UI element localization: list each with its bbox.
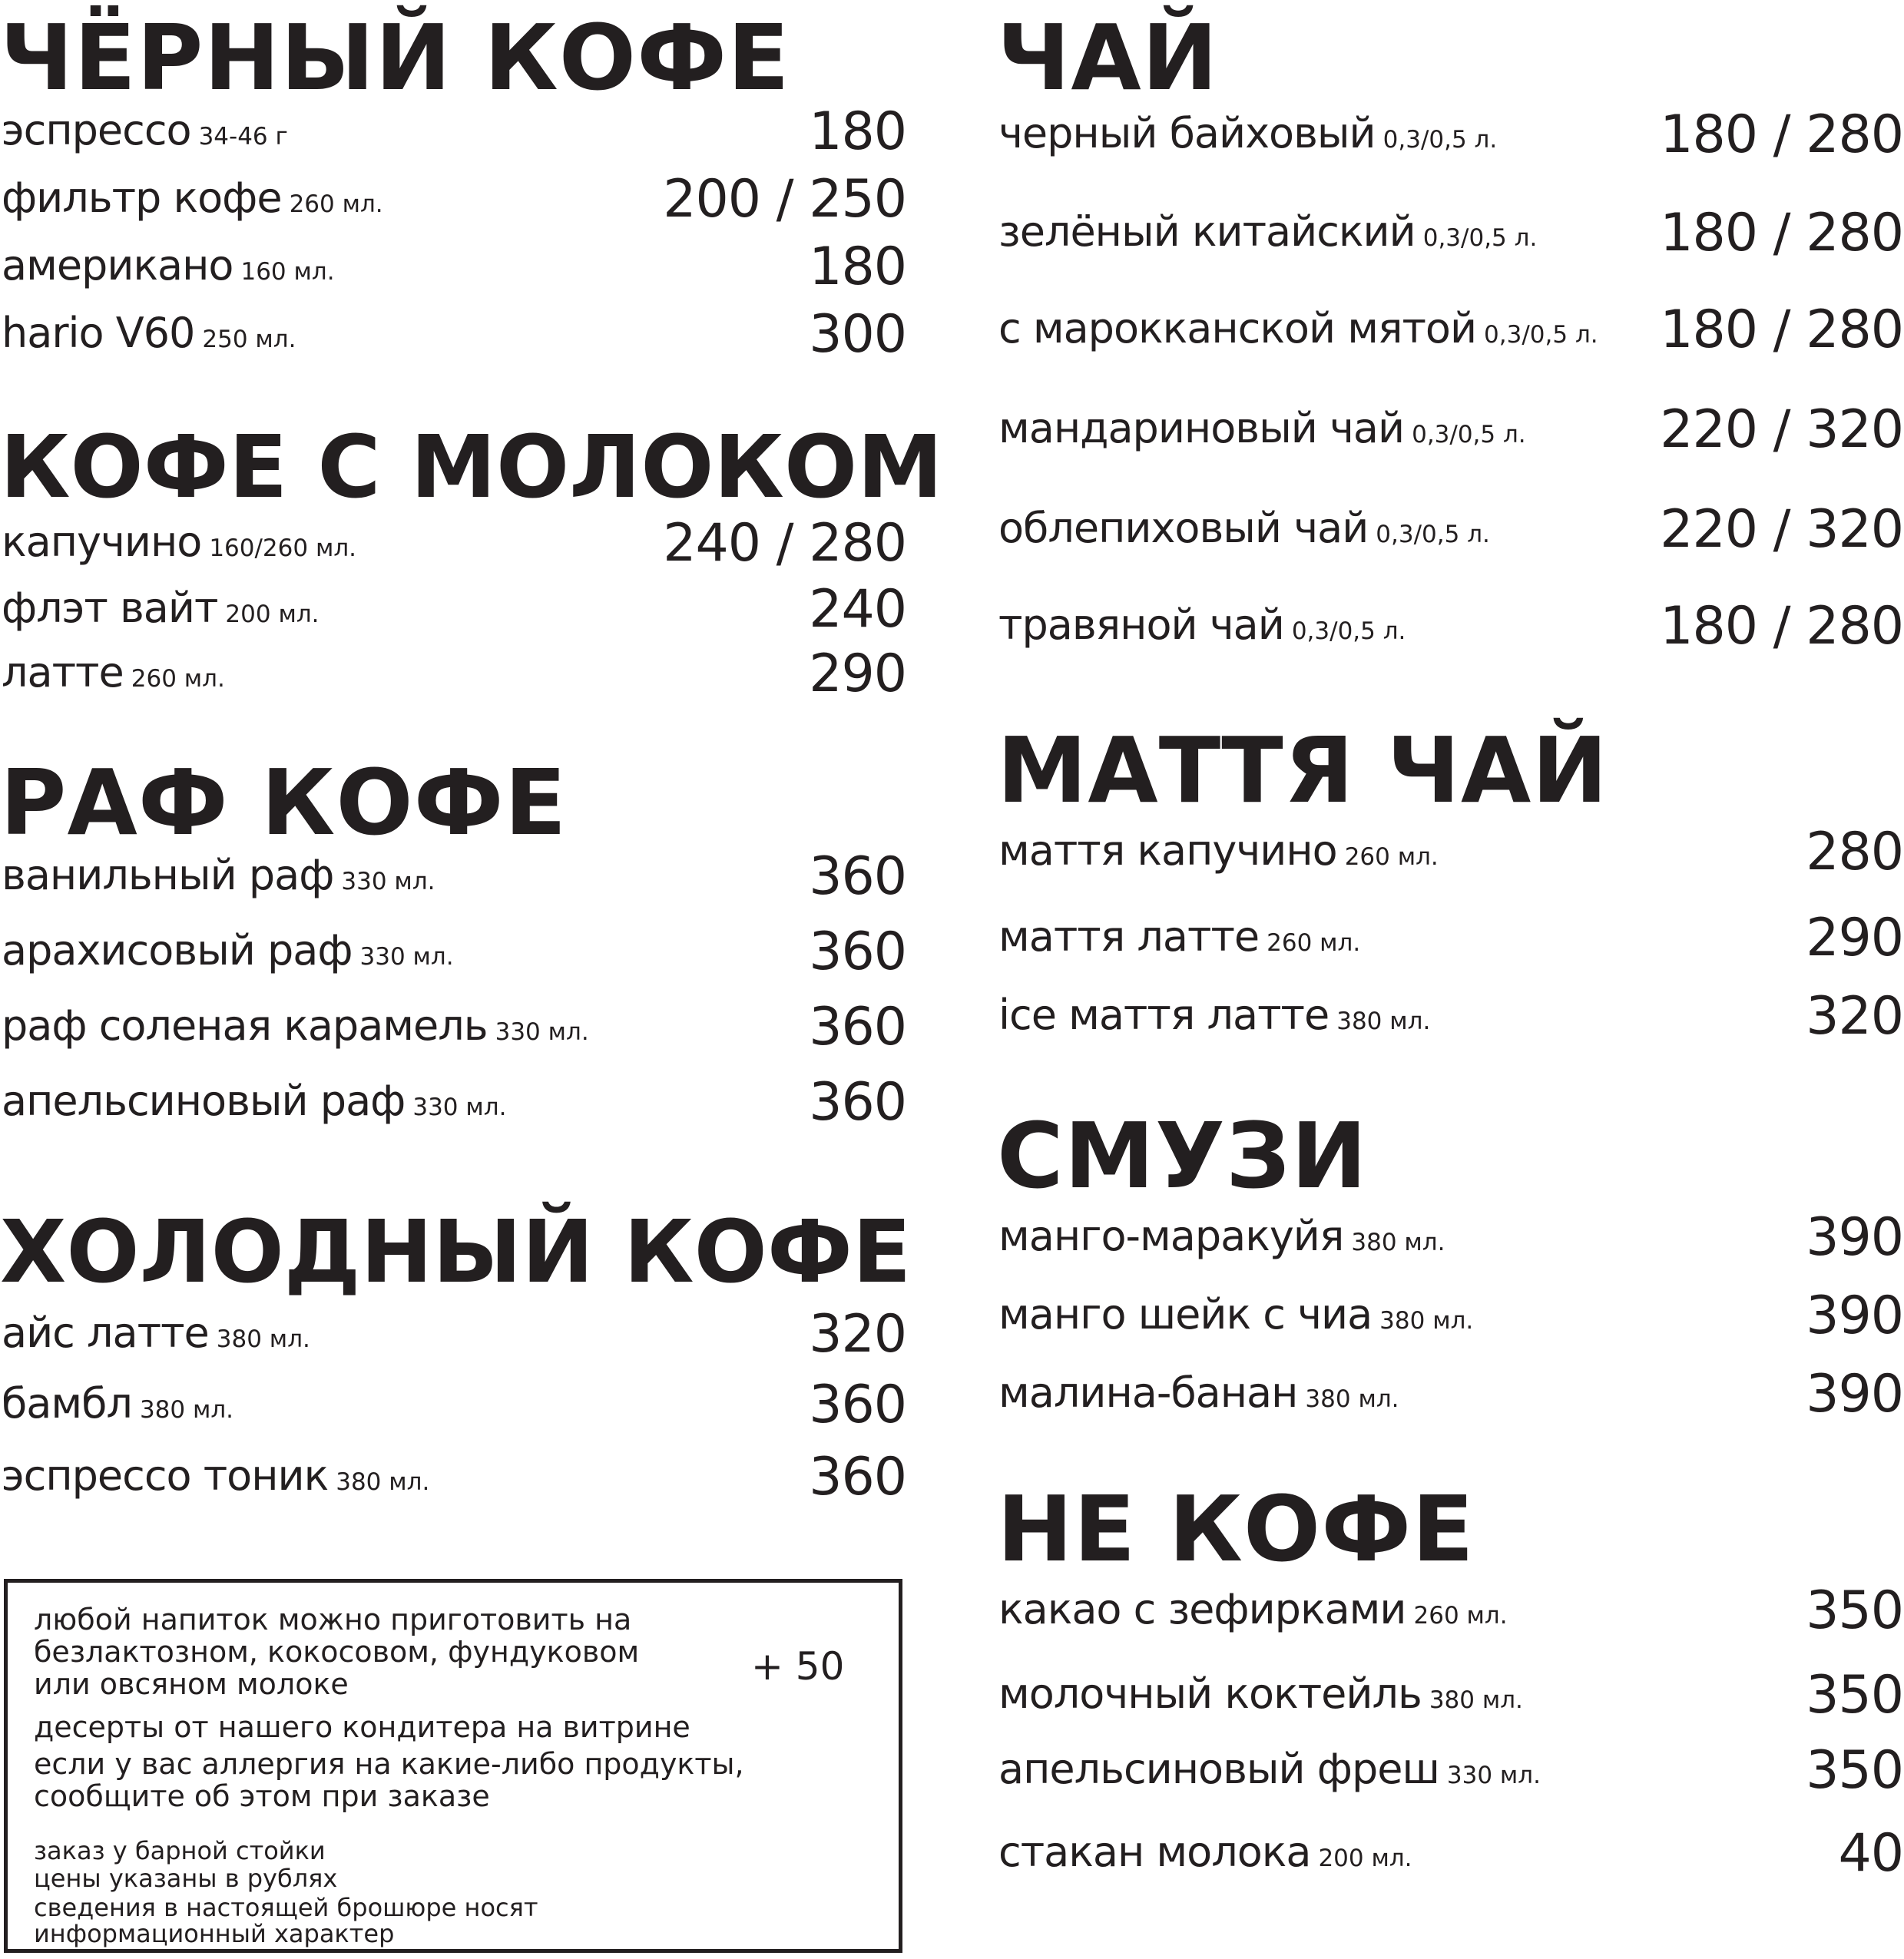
section-title: СМУЗИ xyxy=(997,1103,1368,1209)
item-price: 180 / 280 xyxy=(1660,104,1903,165)
item-price: 390 xyxy=(1806,1364,1903,1425)
item-name: бамбл 380 мл. xyxy=(2,1379,234,1428)
note-allergy-line1: если у вас аллергия на какие-либо продукты, xyxy=(34,1747,744,1781)
item-price: 350 xyxy=(1806,1580,1903,1641)
item-volume: 380 мл. xyxy=(216,1325,310,1353)
item-volume: 380 мл. xyxy=(1351,1229,1445,1256)
item-price: 200 / 250 xyxy=(663,169,906,230)
item-name: апельсиновый раф 330 мл. xyxy=(2,1077,507,1125)
item-price: 390 xyxy=(1806,1207,1903,1268)
item-price: 300 xyxy=(809,304,906,365)
menu-item xyxy=(0,1447,906,1516)
item-volume: 0,3/0,5 л. xyxy=(1382,126,1498,154)
item-volume: 160 мл. xyxy=(240,258,335,286)
item-name: раф соленая карамель 330 мл. xyxy=(2,1001,589,1050)
item-name: маття капучино 260 мл. xyxy=(998,826,1439,875)
item-name: апельсиновый фреш 330 мл. xyxy=(998,1745,1541,1793)
item-name: травяной чай 0,3/0,5 л. xyxy=(998,601,1406,649)
item-name: hario V60 250 мл. xyxy=(2,309,296,357)
note-currency: цены указаны в рублях xyxy=(34,1864,338,1893)
section-title: МАТТЯ ЧАЙ xyxy=(997,717,1609,823)
menu-item xyxy=(0,922,906,991)
item-price: 280 xyxy=(1806,822,1903,882)
item-volume: 380 мл. xyxy=(336,1468,430,1496)
section-title: ЧЁРНЫЙ КОФЕ xyxy=(0,5,790,111)
item-name: латте 260 мл. xyxy=(2,648,225,697)
item-name: фильтр кофе 260 мл. xyxy=(2,174,383,222)
menu-item xyxy=(0,513,906,582)
menu-item xyxy=(997,399,1903,468)
item-volume: 380 мл. xyxy=(1305,1385,1399,1413)
menu-item xyxy=(997,986,1903,1055)
item-name: зелёный китайский 0,3/0,5 л. xyxy=(998,207,1538,256)
item-name: капучино 160/260 мл. xyxy=(2,518,357,566)
milk-surcharge: + 50 xyxy=(751,1644,845,1689)
item-price: 320 xyxy=(1806,986,1903,1047)
item-price: 180 / 280 xyxy=(1660,596,1903,657)
item-name: мандариновый чай 0,3/0,5 л. xyxy=(998,404,1526,452)
menu-item xyxy=(0,304,906,373)
menu-item xyxy=(997,1740,1903,1809)
item-price: 360 xyxy=(809,846,906,907)
item-price: 320 xyxy=(809,1304,906,1365)
item-volume: 260 мл. xyxy=(1413,1602,1508,1630)
section-title: ЧАЙ xyxy=(997,5,1219,111)
menu-item xyxy=(997,1207,1903,1276)
note-allergy-line2: сообщите об этом при заказе xyxy=(34,1779,490,1813)
item-name: американо 160 мл. xyxy=(2,241,335,290)
item-volume: 380 мл. xyxy=(139,1396,234,1424)
item-name: стакан молока 200 мл. xyxy=(998,1828,1412,1876)
item-name: какао с зефирками 260 мл. xyxy=(998,1585,1508,1633)
item-price: 390 xyxy=(1806,1286,1903,1346)
menu-item xyxy=(997,908,1903,977)
item-volume: 0,3/0,5 л. xyxy=(1412,421,1526,448)
note-milk-line2: безлактозном, кокосовом, фундуковом xyxy=(34,1635,640,1669)
item-price: 290 xyxy=(1806,908,1903,968)
item-price: 360 xyxy=(809,997,906,1057)
menu-item xyxy=(997,1580,1903,1650)
item-price: 240 xyxy=(809,579,906,640)
item-volume: 380 мл. xyxy=(1379,1307,1474,1335)
item-volume: 380 мл. xyxy=(1336,1008,1431,1035)
item-price: 350 xyxy=(1806,1740,1903,1801)
menu-item xyxy=(997,1665,1903,1734)
section-title: КОФЕ С МОЛОКОМ xyxy=(0,418,943,518)
note-desserts: десерты от нашего кондитера на витрине xyxy=(34,1710,690,1744)
note-milk-line1: любой напиток можно приготовить на xyxy=(34,1603,632,1636)
item-volume: 200 мл. xyxy=(225,601,320,628)
item-name: флэт вайт 200 мл. xyxy=(2,584,320,632)
item-volume: 330 мл. xyxy=(359,943,454,971)
menu-item xyxy=(997,499,1903,568)
item-volume: 160/260 мл. xyxy=(209,534,357,562)
notes-box xyxy=(4,1579,902,1953)
menu-item xyxy=(0,169,906,238)
item-name: ванильный раф 330 мл. xyxy=(2,851,435,899)
item-name: молочный коктейль 380 мл. xyxy=(998,1669,1523,1718)
item-volume: 0,3/0,5 л. xyxy=(1484,321,1598,349)
item-volume: 0,3/0,5 л. xyxy=(1422,224,1538,252)
item-price: 240 / 280 xyxy=(663,513,906,574)
item-volume: 0,3/0,5 л. xyxy=(1291,617,1406,645)
item-name: маття латте 260 мл. xyxy=(998,912,1361,961)
item-volume: 330 мл. xyxy=(495,1018,589,1046)
item-price: 180 / 280 xyxy=(1660,203,1903,263)
menu-item xyxy=(997,299,1903,369)
item-name: облепиховый чай 0,3/0,5 л. xyxy=(998,504,1490,552)
menu-item xyxy=(0,644,906,713)
item-price: 180 xyxy=(809,237,906,297)
menu-item xyxy=(0,1304,906,1373)
menu-item xyxy=(0,237,906,306)
menu-item xyxy=(997,822,1903,891)
item-name: айс латте 380 мл. xyxy=(2,1309,310,1357)
item-volume: 380 мл. xyxy=(1429,1686,1523,1714)
item-price: 350 xyxy=(1806,1665,1903,1726)
item-volume: 34-46 г xyxy=(198,123,288,151)
menu-item xyxy=(997,1286,1903,1355)
item-price: 360 xyxy=(809,1375,906,1435)
section-title: РАФ КОФЕ xyxy=(0,750,568,855)
item-name: арахисовый раф 330 мл. xyxy=(2,926,454,975)
item-volume: 260 мл. xyxy=(1267,929,1361,957)
item-volume: 0,3/0,5 л. xyxy=(1376,521,1490,548)
item-volume: 200 мл. xyxy=(1318,1845,1412,1872)
item-name: манго шейк с чиа 380 мл. xyxy=(998,1290,1474,1339)
note-info-line2: информационный характер xyxy=(34,1919,395,1948)
item-name: малина-банан 380 мл. xyxy=(998,1368,1399,1417)
item-price: 180 / 280 xyxy=(1660,299,1903,360)
item-volume: 260 мл. xyxy=(1344,843,1439,871)
item-price: 360 xyxy=(809,1072,906,1133)
note-milk-line3: или овсяном молоке xyxy=(34,1667,349,1701)
menu-item xyxy=(0,101,906,170)
item-volume: 330 мл. xyxy=(341,868,435,895)
section-title: ХОЛОДНЫЙ КОФЕ xyxy=(0,1203,912,1302)
note-info-line1: сведения в настоящей брошюре носят xyxy=(34,1893,538,1922)
item-price: 220 / 320 xyxy=(1660,499,1903,560)
menu-item xyxy=(0,846,906,915)
item-price: 40 xyxy=(1838,1823,1903,1884)
section-title: НЕ КОФЕ xyxy=(997,1476,1475,1582)
menu-item xyxy=(0,579,906,648)
item-volume: 260 мл. xyxy=(289,190,383,218)
item-volume: 330 мл. xyxy=(1446,1762,1541,1789)
item-name: манго-маракуйя 380 мл. xyxy=(998,1212,1445,1260)
item-price: 360 xyxy=(809,922,906,982)
menu-item xyxy=(0,1375,906,1444)
item-name: черный байховый 0,3/0,5 л. xyxy=(998,109,1498,157)
item-price: 220 / 320 xyxy=(1660,399,1903,460)
item-price: 180 xyxy=(809,101,906,162)
menu-item xyxy=(997,1823,1903,1892)
menu-item xyxy=(997,203,1903,272)
item-name: с марокканской мятой 0,3/0,5 л. xyxy=(998,304,1598,352)
menu-item xyxy=(997,596,1903,665)
menu-item xyxy=(997,1364,1903,1433)
item-name: эспрессо тоник 380 мл. xyxy=(2,1451,430,1500)
menu-item xyxy=(0,997,906,1066)
note-order: заказ у барной стойки xyxy=(34,1836,326,1865)
menu-item xyxy=(997,104,1903,174)
item-volume: 260 мл. xyxy=(131,665,225,693)
item-volume: 250 мл. xyxy=(202,326,296,353)
item-volume: 330 мл. xyxy=(412,1094,507,1121)
item-price: 290 xyxy=(809,644,906,704)
item-name: эспрессо 34-46 г xyxy=(2,106,288,154)
menu-item xyxy=(0,1072,906,1141)
item-name: ice маття латте 380 мл. xyxy=(998,991,1431,1039)
item-price: 360 xyxy=(809,1447,906,1507)
